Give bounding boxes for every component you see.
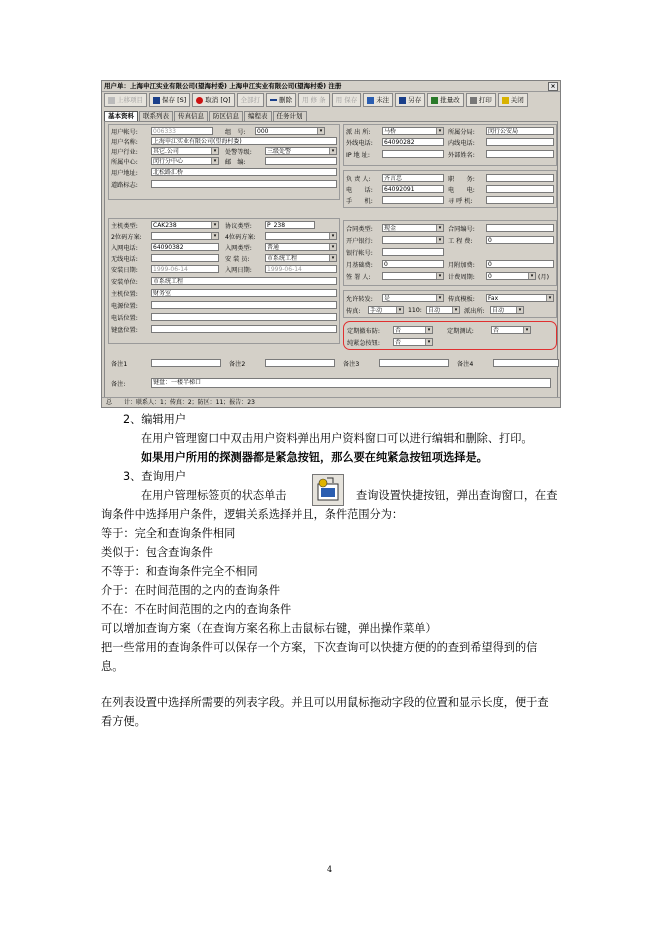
ext-phone-label: 外线电话: — [346, 139, 373, 147]
net-date-field[interactable]: 1999-06-14 — [265, 265, 337, 273]
phone-pos-label: 电话位置: — [111, 314, 138, 322]
note3-field[interactable] — [379, 359, 449, 367]
ip-label: IP 地 址: — [346, 151, 370, 159]
installer-label: 安 装 员: — [225, 255, 250, 263]
fax-label: 传真: — [346, 307, 361, 315]
nettype-select[interactable]: 普通 ▾ — [265, 243, 337, 251]
center-label: 所属中心: — [111, 158, 138, 166]
note3-label: 备注3 — [343, 360, 360, 368]
status-bar: 总 计：联系人：1；传真：2；防区：11；报告：23 — [102, 397, 560, 407]
phone-pos-field[interactable] — [151, 313, 337, 321]
police-select[interactable]: 马桥 ▾ — [382, 127, 444, 135]
netphone-label: 入网电话: — [111, 244, 138, 252]
list-settings-text: 在列表设置中选择所需要的列表字段。并且可以用鼠标拖动字段的位置和显示长度，便于查 — [101, 696, 549, 709]
host-type-select[interactable]: CAK238 ▾ — [151, 221, 219, 229]
save-scheme-text-end: 息。 — [101, 660, 124, 673]
condition-not-equal: 不等于：和查询条件完全不相同 — [101, 565, 258, 578]
kbd-pos-field[interactable] — [151, 325, 337, 333]
tab-contacts[interactable]: 联系列表 — [139, 111, 173, 121]
query-paragraph-start: 在用户管理标签页的状态单击 — [141, 489, 287, 502]
install-unit-field[interactable]: 市系统工程 — [151, 277, 337, 285]
print-button[interactable]: 打印 — [466, 93, 496, 107]
code4-label: 4位码方案: — [225, 233, 256, 241]
extra-field[interactable]: 0 — [486, 260, 554, 268]
bank-select[interactable] — [382, 236, 444, 244]
n110-label: 110: — [408, 306, 422, 314]
nettype-label: 入网类型: — [225, 244, 252, 252]
condition-between: 介于：在时间范围的之内的查询条件 — [101, 584, 281, 597]
account-field[interactable] — [382, 248, 444, 256]
industry-label: 用户行业: — [111, 148, 138, 156]
save-scheme-text: 把一些常用的查询条件可以保存一个方案，下次查询可以快捷方便的的查到希望得到的信 — [101, 641, 538, 654]
ip-field[interactable] — [382, 150, 444, 158]
wireless-field[interactable] — [151, 254, 219, 262]
panic-select[interactable]: 否 ▾ — [393, 338, 433, 346]
section-edit-heading: 2、编辑用户 — [123, 413, 187, 426]
signer-label: 签 署 人: — [346, 273, 371, 281]
owner-field[interactable]: 齐言忠 — [382, 174, 444, 182]
delete-icon — [270, 99, 277, 101]
tab-zones[interactable]: 防区信息 — [209, 111, 243, 121]
host-type-label: 主机类型: — [111, 222, 138, 230]
window-title-text: 用户单：上海申江实业有限公司(望海村委) 上海申江实业有限公司(望海村委) 注册 — [104, 82, 342, 90]
schedule-select[interactable]: 否 ▾ — [393, 326, 433, 334]
install-unit-label: 安装单位: — [111, 278, 138, 286]
save-button[interactable]: 保存 [S] — [149, 93, 190, 107]
bank-label: 开户银行: — [346, 237, 373, 245]
monthly-field[interactable]: 0 — [382, 260, 444, 268]
unregister-button[interactable]: 未注 — [363, 93, 393, 107]
group-select[interactable]: 000 ▾ — [255, 127, 325, 135]
modify-button[interactable]: 用 修 条 — [298, 93, 330, 107]
fax-mode-select[interactable]: Fax ▾ — [486, 294, 554, 302]
account-label: 银行帐号: — [346, 249, 373, 257]
panic-label: 纯紧急按钮: — [347, 339, 381, 347]
int-phone-field[interactable] — [486, 138, 554, 146]
fee-label: 工 程 费: — [448, 237, 473, 245]
extra-label: 月附加费: — [448, 261, 475, 269]
cancel-button[interactable]: 取消 [Q] — [192, 93, 234, 107]
page-number: 4 — [327, 865, 333, 874]
group-label: 组 号: — [225, 128, 246, 136]
move-up-button[interactable]: 上移项目 — [104, 93, 147, 107]
n110-select[interactable]: 自动 ▾ — [426, 306, 460, 314]
contract-no-label: 合同编号: — [448, 225, 475, 233]
duty-field[interactable] — [486, 174, 554, 182]
unregister-icon — [367, 97, 374, 104]
code2-select[interactable] — [151, 232, 219, 240]
test-label: 定期测试: — [447, 327, 474, 335]
move-up-icon — [108, 97, 115, 104]
add-scheme-text: 可以增加查询方案（在查询方案名称上击鼠标右键，弹出操作菜单） — [101, 622, 437, 635]
print-icon — [470, 97, 477, 104]
branch-field[interactable]: 闵行公安局 — [486, 127, 554, 135]
condition-like: 类似于：包含查询条件 — [101, 546, 213, 559]
forward-select[interactable]: 是 ▾ — [382, 294, 444, 302]
zip-label: 邮 编: — [225, 158, 246, 166]
save-as-icon — [399, 97, 406, 104]
user-name-field[interactable]: 上海申江实业有限公司(望海村委) — [151, 137, 337, 145]
query-paragraph-end: 询条件中选择用户条件，逻辑关系选择并且，条件范围分为： — [101, 508, 404, 521]
protocol-field[interactable]: P_238 — [265, 221, 315, 229]
install-date-label: 安装日期: — [111, 266, 138, 274]
keep-button[interactable]: 用 保存 — [332, 93, 362, 107]
duty-label: 职 务: — [448, 175, 475, 183]
branch-label: 所属分局: — [448, 128, 475, 136]
cycle-select[interactable]: 0 ▾ — [486, 272, 536, 280]
user-window — [101, 80, 561, 408]
note1-field[interactable] — [151, 359, 221, 367]
mobile-field[interactable] — [382, 196, 444, 204]
schedule-label: 定期撤布防: — [347, 327, 381, 335]
door-icon — [502, 97, 509, 104]
delete-button[interactable]: 删除 — [266, 93, 296, 107]
note4-field[interactable] — [493, 359, 559, 367]
ext-name-field[interactable] — [486, 150, 554, 158]
note2-field[interactable] — [265, 359, 335, 367]
address-label: 用户地址: — [111, 169, 138, 177]
protocol-label: 协议类型: — [225, 222, 252, 230]
patrol-label: 派出所: — [464, 307, 485, 315]
fax-select[interactable]: 手动 ▾ — [368, 306, 404, 314]
industry-select[interactable]: 其它.公司 ▾ — [151, 147, 219, 155]
pager-label: 寻 呼 机: — [448, 197, 473, 205]
edit-note-bold: 如果用户所用的探测器都是紧急按钮，那么要在纯紧急按钮项选择是。 — [141, 451, 488, 464]
net-date-label: 入网日期: — [225, 266, 252, 274]
condition-not-between: 不在：不在时间范围的之内的查询条件 — [101, 603, 292, 616]
contract-type-select[interactable]: 现金 ▾ — [382, 224, 444, 232]
tel-field[interactable]: 64092091 — [382, 185, 444, 193]
monthly-label: 月基础费: — [346, 261, 373, 269]
close-icon[interactable]: × — [548, 82, 558, 91]
note4-label: 备注4 — [457, 360, 474, 368]
tab-tasks[interactable]: 任务计划 — [273, 111, 307, 121]
ext-phone-field[interactable]: 64090282 — [382, 138, 444, 146]
cancel-icon — [196, 97, 203, 104]
tab-fax[interactable]: 传真信息 — [174, 111, 208, 121]
ext-name-label: 外部姓名: — [448, 151, 475, 159]
zip-field[interactable] — [265, 157, 337, 165]
close-button[interactable]: 关闭 — [498, 93, 528, 107]
query-paragraph-cont: 查询设置快捷按钮，弹出查询窗口，在查 — [356, 489, 558, 502]
level-select[interactable]: 三级处警 ▾ — [265, 147, 337, 155]
tab-basic[interactable]: 基本资料 — [104, 111, 138, 121]
form-panel — [104, 121, 558, 398]
route-field[interactable] — [151, 180, 337, 188]
tel-label: 电 话: — [346, 186, 373, 194]
test-select[interactable]: 否 ▾ — [491, 326, 531, 334]
remark-field[interactable]: 键盘：一楼半梯口 — [151, 378, 551, 388]
center-select[interactable]: 闵行分中心 ▾ — [151, 157, 219, 165]
edit-paragraph: 在用户管理窗口中双击用户资料弹出用户资料窗口可以进行编辑和删除、打印。 — [141, 432, 533, 445]
contract-no-field[interactable] — [486, 224, 554, 232]
code4-select[interactable] — [265, 232, 337, 240]
note2-label: 备注2 — [229, 360, 246, 368]
host-pos-label: 主机位置: — [111, 290, 138, 298]
int-phone-label: 内线电话: — [448, 139, 475, 147]
note1-label: 备注1 — [111, 360, 128, 368]
police-label: 派 出 所: — [346, 128, 371, 136]
tab-program[interactable]: 编程表 — [244, 111, 272, 121]
user-name-label: 用户名称: — [111, 138, 138, 146]
elec-label: 电 电: — [448, 186, 475, 194]
mobile-label: 手 机: — [346, 197, 373, 205]
fee-field[interactable]: 0 — [486, 236, 554, 244]
toolbar — [102, 93, 560, 107]
forward-label: 允许转发: — [346, 295, 373, 303]
user-no-label: 用户帐号: — [111, 128, 138, 136]
batch-edit-button[interactable]: 批量改 — [427, 93, 464, 107]
remark-label: 备注: — [111, 380, 126, 388]
batch-edit-icon — [431, 97, 438, 104]
section-query-heading: 3、查询用户 — [123, 470, 187, 483]
wireless-label: 无线电话: — [111, 255, 138, 263]
list-settings-text-end: 看方便。 — [101, 715, 146, 728]
save-icon — [153, 97, 160, 104]
cycle-label: 计费周期: — [448, 273, 475, 281]
fax-mode-label: 传真模板: — [448, 295, 475, 303]
kbd-pos-label: 键盘位置: — [111, 326, 138, 334]
pager-field[interactable] — [486, 196, 554, 204]
patrol-select[interactable]: 自动 ▾ — [490, 306, 524, 314]
route-label: 道路标志: — [111, 181, 138, 189]
host-pos-field[interactable]: 财务室 — [151, 289, 337, 297]
owner-label: 负 责 人: — [346, 175, 371, 183]
cycle-unit: (月) — [538, 273, 550, 281]
condition-equal: 等于：完全和查询条件相同 — [101, 527, 236, 540]
user-no-field[interactable]: 006333 — [151, 127, 213, 135]
power-pos-field[interactable] — [151, 301, 337, 309]
tab-bar — [104, 111, 308, 121]
elec-field[interactable] — [486, 185, 554, 193]
address-field[interactable]: 北松路汇桥 — [151, 168, 337, 176]
power-pos-label: 电源位置: — [111, 302, 138, 310]
level-label: 处警等级: — [225, 148, 252, 156]
netphone-field[interactable]: 64090382 — [151, 243, 219, 251]
window-title — [102, 81, 560, 92]
install-date-field[interactable]: 1999-06-14 — [151, 265, 219, 273]
query-settings-icon — [312, 474, 344, 506]
contract-type-label: 合同类型: — [346, 225, 373, 233]
code2-label: 2位码方案: — [111, 233, 142, 241]
installer-select[interactable]: 市系统工程 ▾ — [265, 254, 337, 262]
save-as-button[interactable]: 另存 — [395, 93, 425, 107]
print-all-button[interactable]: 全部打 — [237, 93, 265, 107]
signer-select[interactable] — [382, 272, 444, 280]
